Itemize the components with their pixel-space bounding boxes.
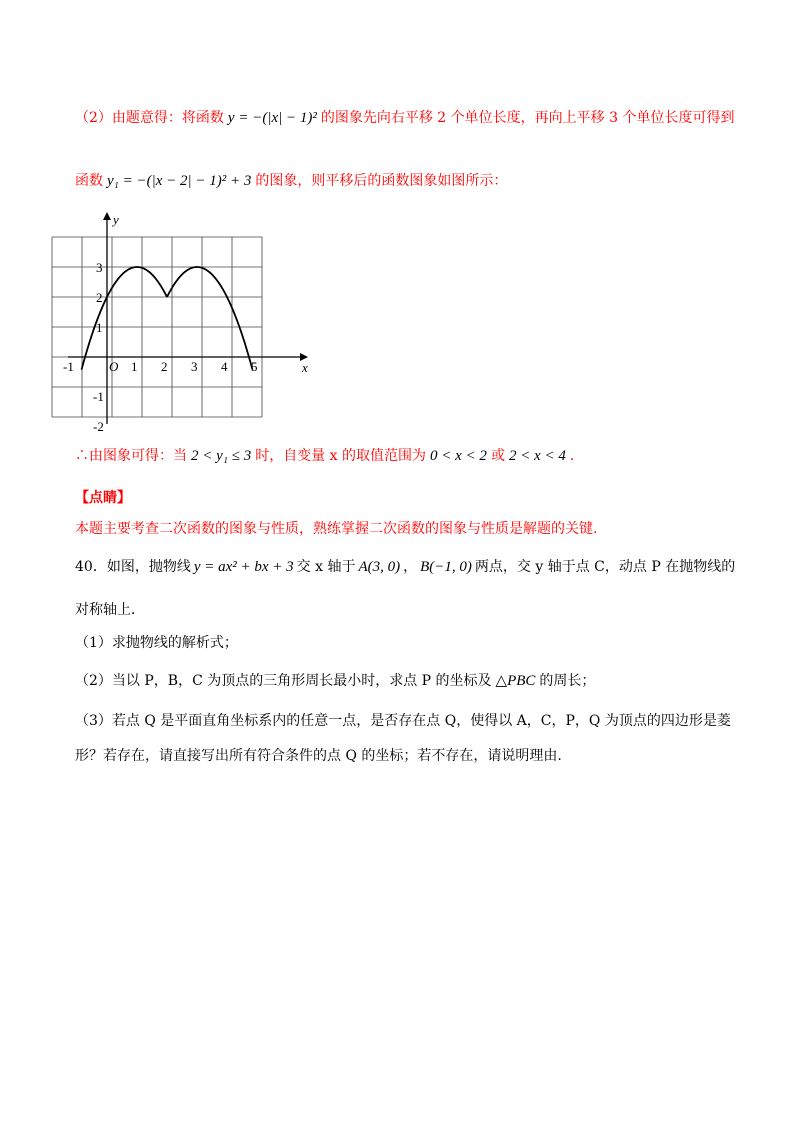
- part2-line2-prefix: 函数: [75, 173, 103, 189]
- part2-line2-suffix: 的图象，则平移后的函数图象如图所示：: [255, 173, 508, 189]
- part2-line2: [75, 170, 507, 190]
- graph-axes: [68, 212, 308, 424]
- conclusion-condition: 2 < y₁ ≤ 3: [191, 448, 252, 464]
- problem40-rest: 两点，交 y 轴于点 C，动点 P 在抛物线的: [474, 559, 736, 575]
- x-tick-label: 5: [251, 359, 258, 374]
- y-tick-label: -1: [93, 389, 104, 404]
- question-2-text: （2）当以 P，B，C 为顶点的三角形周长最小时，求点 P 的坐标及: [75, 673, 492, 689]
- conclusion-line: [75, 445, 574, 465]
- part2-line1-suffix: 的图象先向右平移 2 个单位长度，再向上平移 3 个单位长度可得到: [320, 110, 735, 126]
- y-tick-label: -2: [93, 419, 104, 434]
- triangle-pbc: △PBC: [495, 673, 536, 689]
- conclusion-middle: 时，自变量 x 的取值范围为: [255, 448, 427, 464]
- y-tick-label: 1: [96, 320, 103, 335]
- conclusion-or: 或: [490, 448, 505, 464]
- part2-line1-prefix: （2）由题意得：将函数: [75, 110, 224, 126]
- y-axis-label: y: [113, 212, 119, 227]
- point-b: B(−1, 0): [420, 559, 472, 575]
- x-tick-label: 3: [191, 359, 198, 374]
- x-tick-label: 4: [221, 359, 228, 374]
- parabola-equation: y = ax² + bx + 3: [193, 559, 294, 575]
- graph-grid: [52, 237, 262, 417]
- problem40-line1: [75, 556, 735, 576]
- origin-label: O: [109, 359, 119, 374]
- conclusion-end: .: [569, 448, 575, 464]
- x-tick-label: -1: [63, 359, 74, 374]
- part2-line1-formula: y = −(|x| − 1)²: [227, 110, 317, 126]
- part2-line1: [75, 107, 734, 127]
- conclusion-range-1: 0 < x < 2: [430, 448, 487, 464]
- function-graph: [63, 210, 320, 434]
- comment-body: 本题主要考查二次函数的图象与性质，熟练掌握二次函数的图象与性质是解题的关键.: [75, 521, 598, 537]
- question-3-line1: （3）若点 Q 是平面直角坐标系内的任意一点，是否存在点 Q，使得以 A，C，P，Q 为顶点的四边形是菱: [75, 713, 731, 729]
- graph-tick-labels: [63, 212, 308, 434]
- y-tick-label: 3: [96, 260, 103, 275]
- question-3-line2: 形？若存在，请直接写出所有符合条件的点 Q 的坐标；若不存在，请说明理由.: [75, 748, 562, 764]
- problem40-intersect-text: 交 x 轴于: [296, 559, 356, 575]
- problem40-line2: 对称轴上．: [75, 602, 145, 618]
- y-axis-arrow: [103, 212, 111, 220]
- point-a: A(3, 0): [358, 559, 401, 575]
- comment-heading: 【点睛】: [75, 490, 131, 506]
- conclusion-range-2: 2 < x < 4: [508, 448, 566, 464]
- part2-line2-formula: y₁ = −(|x − 2| − 1)² + 3: [107, 173, 252, 189]
- question-2: [75, 670, 595, 690]
- x-tick-label: 1: [131, 359, 138, 374]
- question-2-end: 的周长；: [539, 673, 596, 689]
- question-1: （1）求抛物线的解析式；: [75, 635, 238, 651]
- x-tick-label: 2: [161, 359, 168, 374]
- conclusion-prefix: ∴由图象可得：当: [75, 448, 187, 464]
- y-tick-label: 2: [96, 290, 103, 305]
- problem40-intro: 40．如图，抛物线: [75, 559, 191, 575]
- comma: ，: [403, 559, 418, 575]
- x-axis-label: x: [302, 360, 308, 375]
